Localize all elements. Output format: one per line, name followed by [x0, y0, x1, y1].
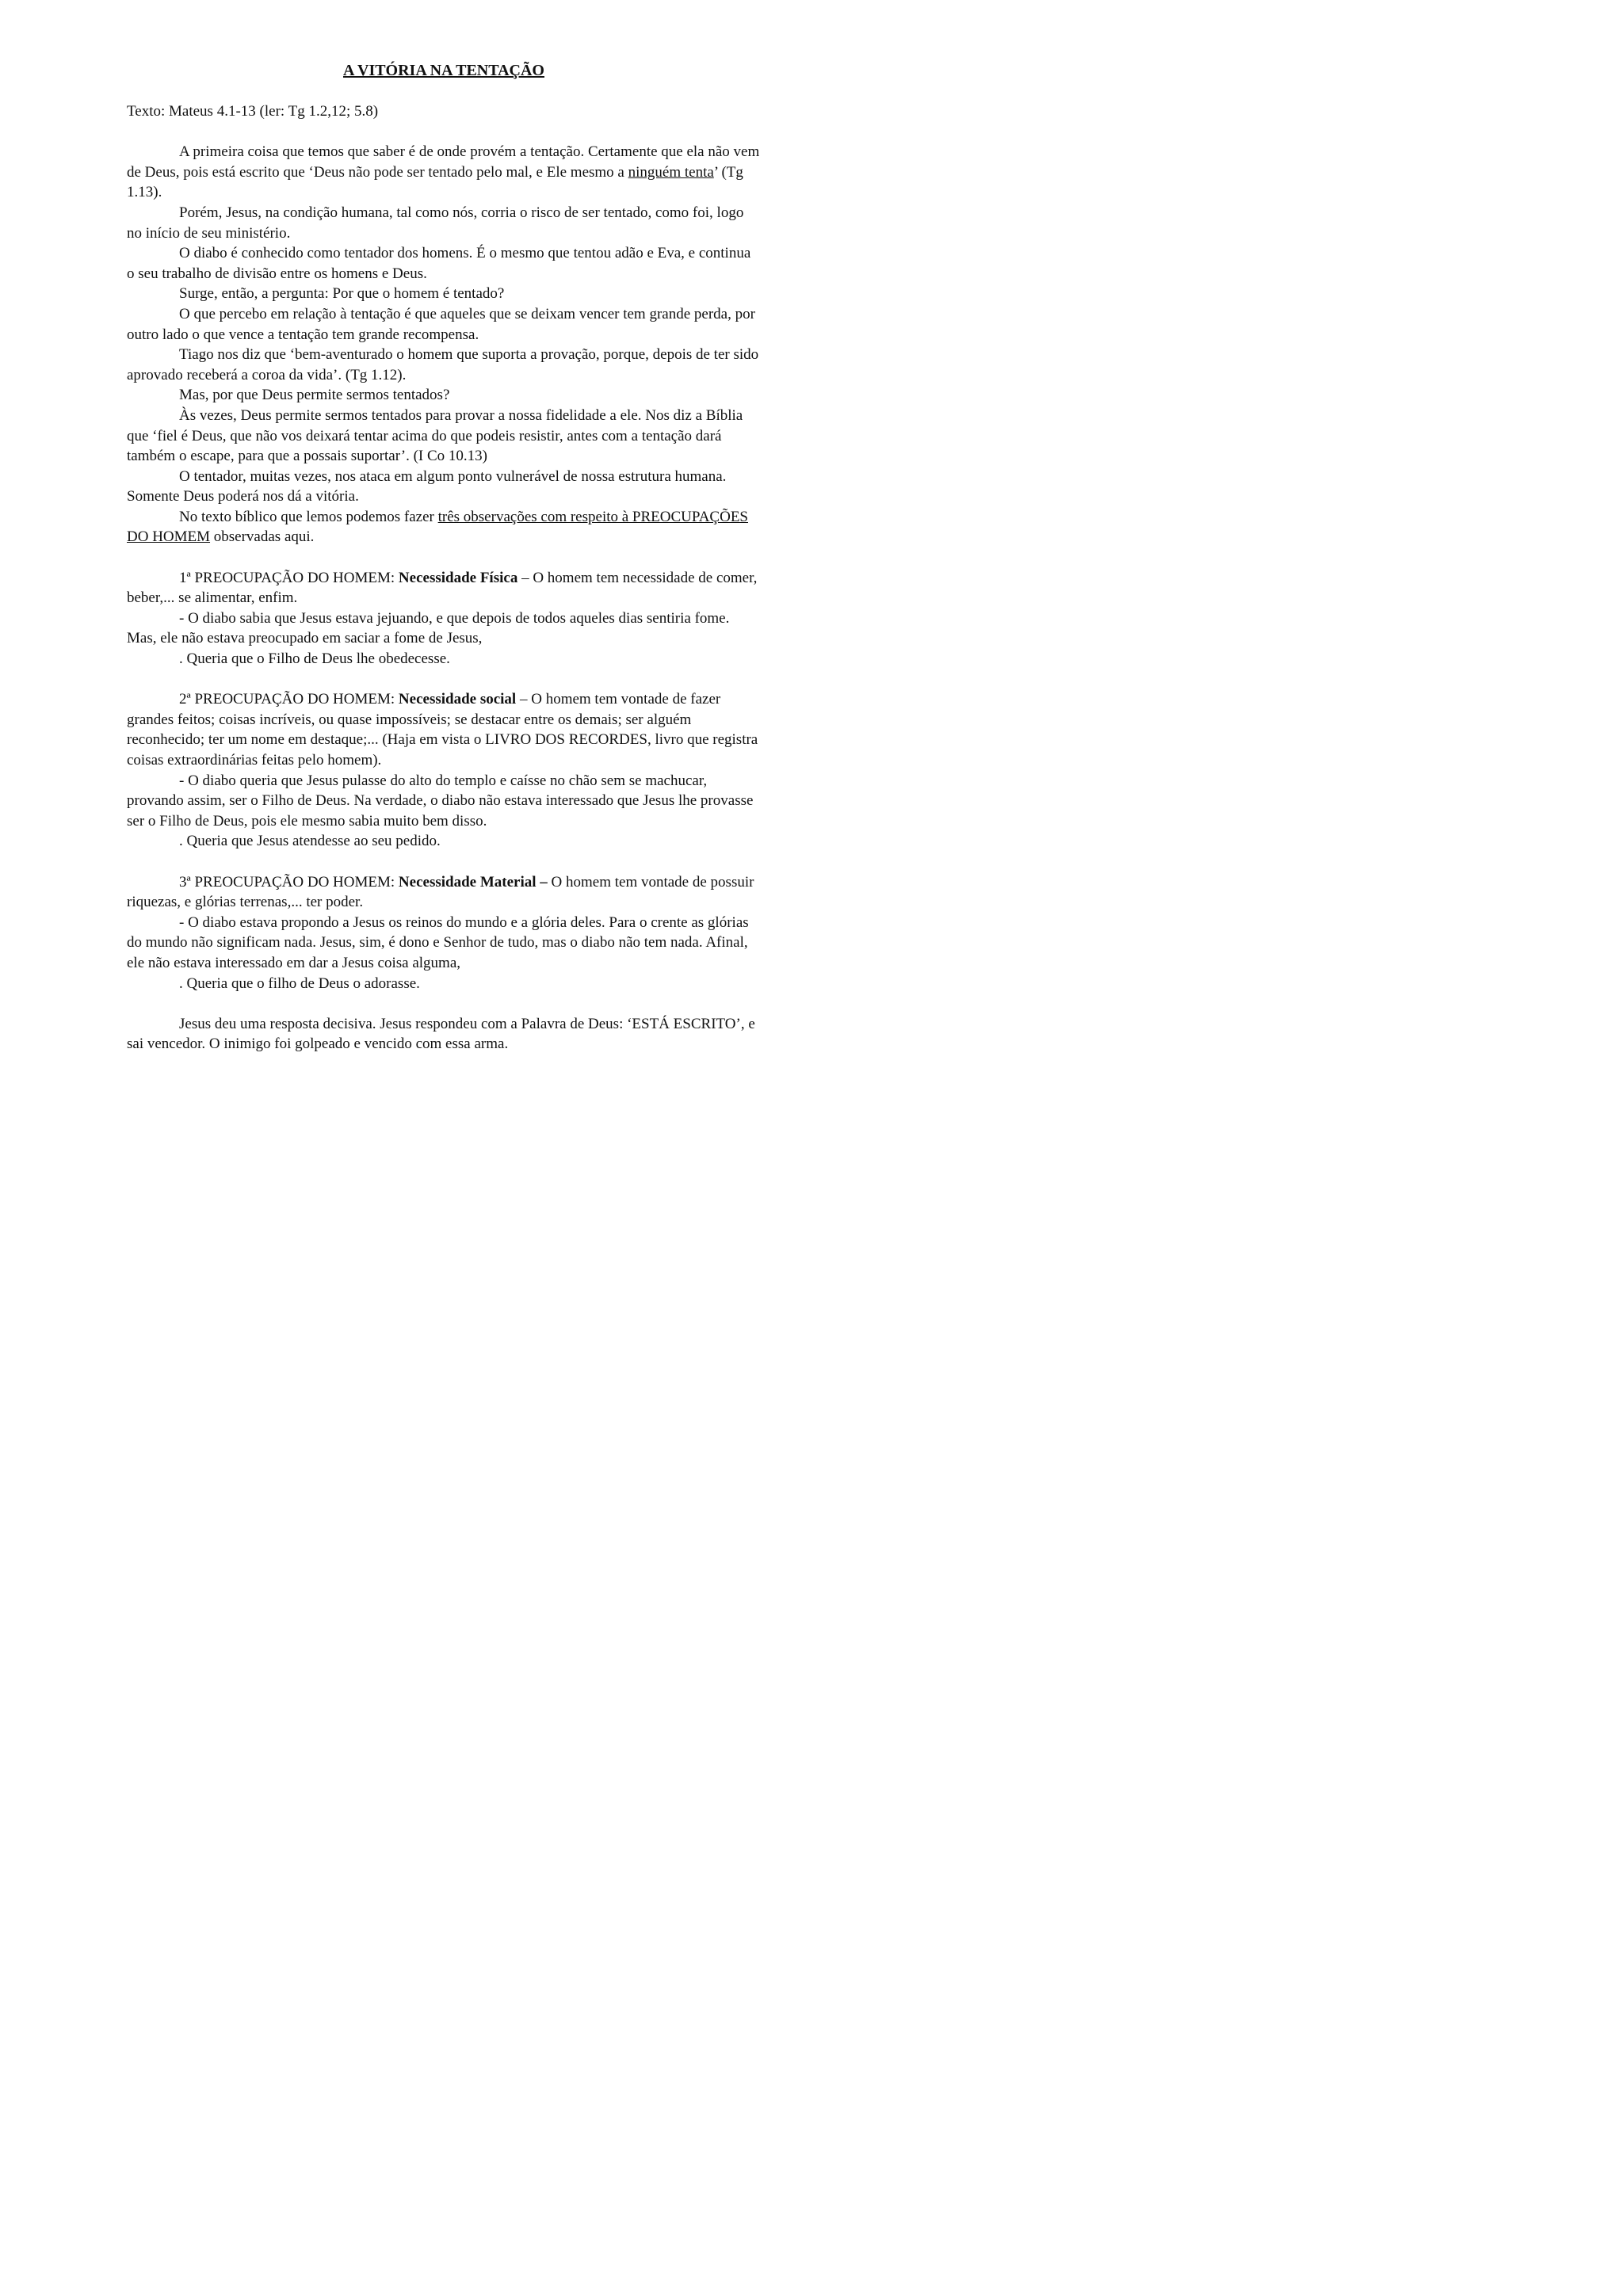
paragraph-4: Surge, então, a pergunta: Por que o homem é tentado?	[179, 285, 505, 303]
paragraph-3: O diabo é conhecido como tentador dos homens. É o mesmo que tentou adão e Eva, e continua o seu trabalho de divisão entre os homens e Deus.	[127, 245, 751, 282]
section-3-bold: Necessidade Material –	[398, 873, 548, 891]
paragraph-2: Porém, Jesus, na condição humana, tal como nós, corria o risco de ser tentado, como foi, logo no início de seu ministério.	[127, 204, 744, 242]
section-3-heading	[127, 872, 761, 913]
paragraph-8: Às vezes, Deus permite sermos tentados para provar a nossa fidelidade a ele. Nos diz a Bíblia que ‘fiel é Deus, que não vos deixará tentar acima do que podeis resistir, antes com a tentação dará também o escape, para que a possais suportar’. (I Co 10.13)	[127, 406, 743, 465]
paragraph-10-text: No texto bíblico que lemos podemos fazer	[179, 508, 438, 525]
section-3-point-2: . Queria que o filho de Deus o adorasse.	[179, 974, 420, 992]
section-2-prefix: 2ª PREOCUPAÇÃO DO HOMEM:	[179, 691, 399, 708]
section-1-heading	[127, 568, 761, 608]
section-1-bold: Necessidade Física	[398, 569, 518, 586]
section-1-point-1: - O diabo sabia que Jesus estava jejuando, e que depois de todos aqueles dias sentiria fome. Mas, ele não estava preocupado em saciar a fome de Jesus,	[127, 609, 730, 647]
section-2-bold: Necessidade social	[398, 691, 517, 708]
paragraph-9: O tentador, muitas vezes, nos ataca em algum ponto vulnerável de nossa estrutura humana. Somente Deus poderá nos dá a vitória.	[127, 467, 727, 505]
paragraph-1-underlined: ninguém tenta	[628, 163, 714, 181]
document-page	[127, 60, 761, 1055]
section-2-heading	[127, 689, 761, 770]
paragraph-1	[127, 142, 761, 203]
paragraph-1-end: ’ (Tg 1.13).	[127, 163, 743, 201]
paragraph-6: Tiago nos diz que ‘bem-aventurado o homem que suporta a provação, porque, depois de ter sido aprovado receberá a coroa da vida’. (Tg 1.12).	[127, 346, 759, 383]
paragraph-10-underlined: três observações com respeito à PREOCUPAÇÕES DO HOMEM	[127, 508, 749, 546]
paragraph-10	[127, 507, 761, 547]
section-2-point-1: - O diabo queria que Jesus pulasse do alto do templo e caísse no chão sem se machucar, provando assim, ser o Filho de Deus. Na verdade, o diabo não estava interessado que Jesus lhe provasse ser o Filho de Deus, pois ele mesmo sabia muito bem disso.	[127, 772, 754, 830]
spacer	[127, 122, 761, 143]
section-3-rest: O homem tem vontade de possuir riquezas, e glórias terrenas,... ter poder.	[127, 873, 754, 911]
paragraph-5: O que percebo em relação à tentação é que aqueles que se deixam vencer tem grande perda, por outro lado o que vence a tentação tem grande recompensa.	[127, 305, 755, 343]
section-3-point-1: - O diabo estava propondo a Jesus os reinos do mundo e a glória deles. Para o crente as glórias do mundo não significam nada. Jesus, sim, é dono e Senhor de tudo, mas o diabo não tem nada. Afinal, ele não estava interessado em dar a Jesus coisa alguma,	[127, 913, 749, 971]
spacer	[127, 852, 761, 872]
spacer	[127, 994, 761, 1014]
section-1-rest: – O homem tem necessidade de comer, beber,... se alimentar, enfim.	[127, 569, 758, 607]
section-3-prefix: 3ª PREOCUPAÇÃO DO HOMEM:	[179, 873, 399, 891]
conclusion-paragraph: Jesus deu uma resposta decisiva. Jesus respondeu com a Palavra de Deus: ‘ESTÁ ESCRITO’, e sai vencedor. O inimigo foi golpeado e vencido com essa arma.	[127, 1015, 755, 1053]
section-2-point-2: . Queria que Jesus atendesse ao seu pedido.	[179, 833, 441, 850]
section-2-rest: – O homem tem vontade de fazer grandes feitos; coisas incríveis, ou quase impossíveis; se destacar entre os demais; ser alguém reconhecido; ter um nome em destaque;... (Haja em vista o LIVRO DOS RECORDES, livro que registra coisas extraordinárias feitas pelo homem).	[127, 691, 758, 769]
paragraph-1-text: A primeira coisa que temos que saber é de onde provém a tentação. Certamente que ela não vem de Deus, pois está escrito que ‘Deus não pode ser tentado pelo mal, e Ele mesmo a	[127, 143, 760, 181]
paragraph-10-end: observadas aqui.	[210, 528, 315, 546]
paragraph-7: Mas, por que Deus permite sermos tentados?	[179, 387, 450, 404]
document-title: A VITÓRIA NA TENTAÇÃO	[343, 62, 544, 79]
scripture-reference: Texto: Mateus 4.1-13 (ler: Tg 1.2,12; 5.8)	[127, 103, 379, 120]
section-1-prefix: 1ª PREOCUPAÇÃO DO HOMEM:	[179, 569, 399, 586]
spacer	[127, 547, 761, 568]
section-1-point-2: . Queria que o Filho de Deus lhe obedecesse.	[179, 650, 450, 668]
spacer	[127, 669, 761, 690]
